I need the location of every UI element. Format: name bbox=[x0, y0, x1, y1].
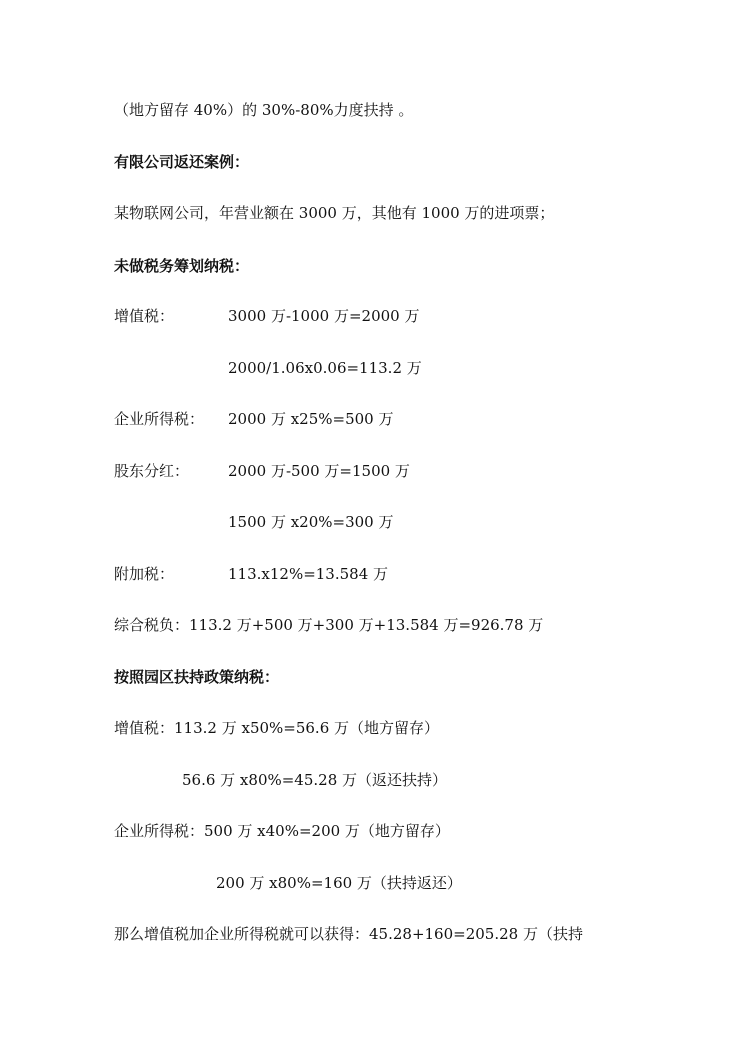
text-line-vat-rebate: 56.6 万 x80%=45.28 万（返还扶持） bbox=[182, 771, 448, 789]
text-line-corporate-local: 企业所得税：500 万 x40%=200 万（地方留存） bbox=[114, 822, 450, 840]
text-line-total-burden: 综合税负：113.2 万+500 万+300 万+13.584 万=926.78 万 bbox=[114, 616, 544, 634]
calc-vat-amount: 2000/1.06x0.06=113.2 万 bbox=[228, 359, 422, 377]
text-line-vat-local: 增值税：113.2 万 x50%=56.6 万（地方留存） bbox=[114, 719, 440, 737]
text-line-total-rebate: 那么增值税加企业所得税就可以获得：45.28+160=205.28 万（扶持 bbox=[114, 925, 583, 943]
calc-surcharge: 113.x12%=13.584 万 bbox=[228, 565, 389, 583]
heading-no-planning: 未做税务筹划纳税： bbox=[114, 257, 250, 275]
calc-dividend-base: 2000 万-500 万=1500 万 bbox=[228, 462, 410, 480]
calc-vat-base: 3000 万-1000 万=2000 万 bbox=[228, 307, 420, 325]
label-dividend: 股东分红： bbox=[114, 462, 190, 480]
label-surcharge: 附加税： bbox=[114, 565, 175, 583]
label-vat: 增值税： bbox=[114, 307, 175, 325]
heading-park-policy: 按照园区扶持政策纳税： bbox=[114, 668, 280, 686]
text-line-intro: （地方留存 40%）的 30%-80%力度扶持 。 bbox=[114, 101, 414, 119]
calc-corporate-tax: 2000 万 x25%=500 万 bbox=[228, 410, 394, 428]
label-corporate-tax: 企业所得税： bbox=[114, 410, 205, 428]
calc-dividend-tax: 1500 万 x20%=300 万 bbox=[228, 513, 394, 531]
heading-case: 有限公司返还案例： bbox=[114, 153, 250, 171]
text-line-company: 某物联网公司，年营业额在 3000 万，其他有 1000 万的进项票； bbox=[114, 204, 555, 222]
text-line-corporate-rebate: 200 万 x80%=160 万（扶持返还） bbox=[216, 874, 462, 892]
